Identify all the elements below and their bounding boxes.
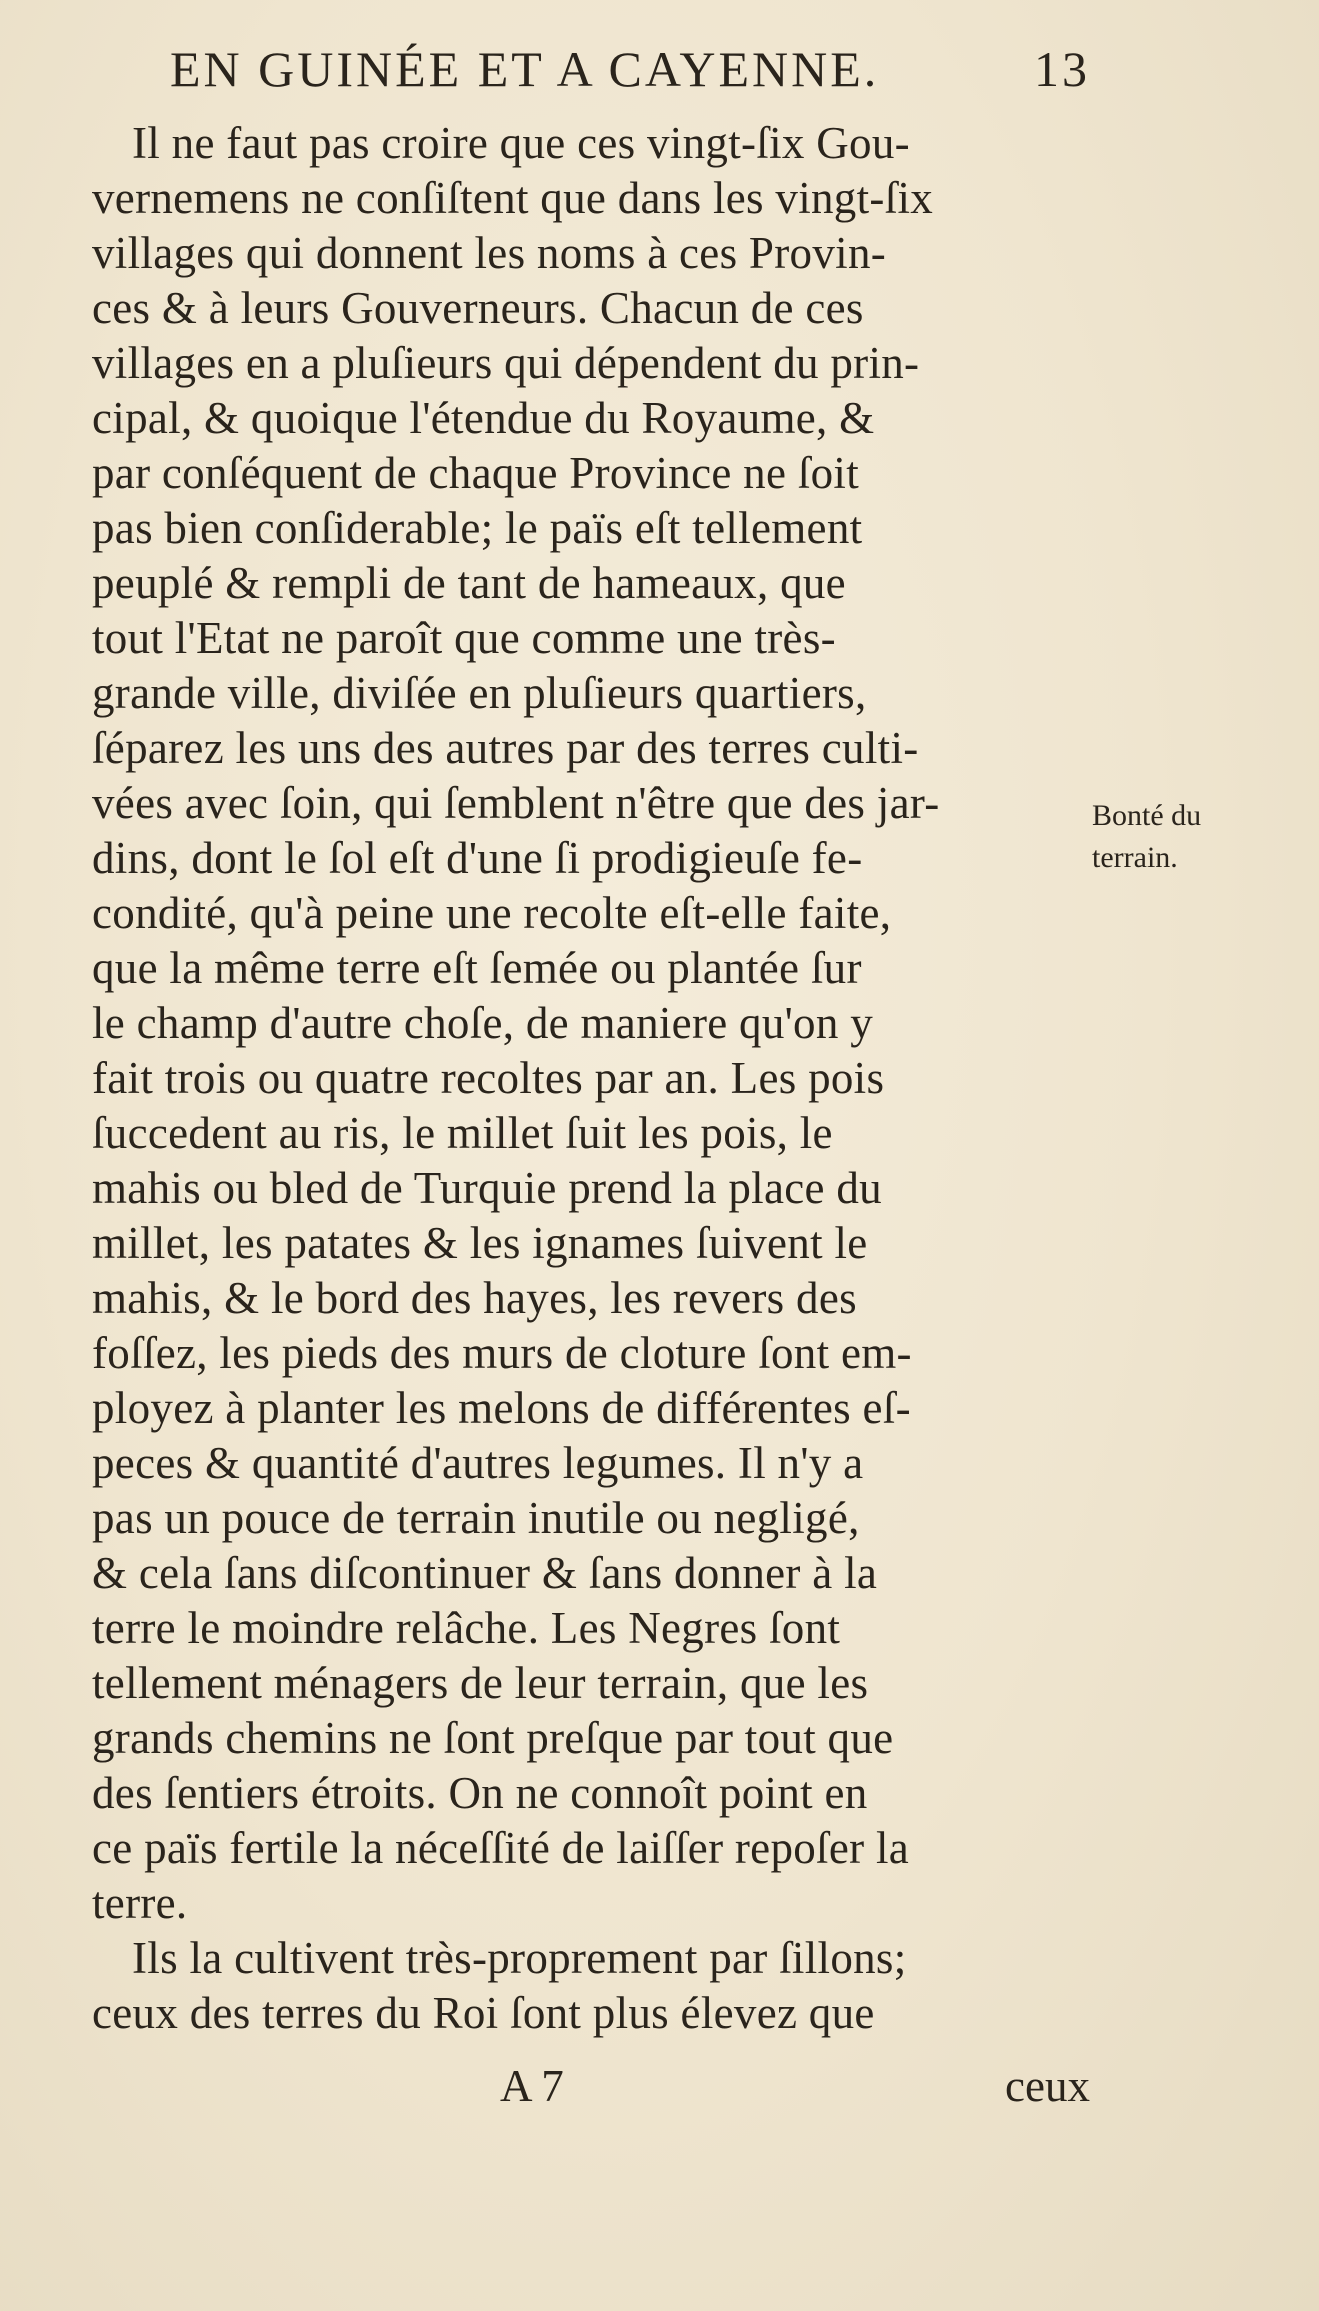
text-line: fait trois ou quatre recoltes par an. Les pois: [92, 1053, 885, 1103]
text-line: grands chemins ne ſont preſque par tout que: [92, 1713, 894, 1763]
text-line: villages en a pluſieurs qui dépendent du prin-: [92, 338, 920, 388]
text-line: peuplé & rempli de tant de hameaux, que: [92, 558, 846, 608]
text-line: pas un pouce de terrain inutile ou negligé,: [92, 1493, 860, 1543]
text-line: condité, qu'à peine une recolte eſt-elle faite,: [92, 888, 892, 938]
text-line: millet, les patates & les ignames ſuivent le: [92, 1218, 868, 1268]
text-line: dins, dont le ſol eſt d'une ſi prodigieuſe fe-: [92, 833, 863, 883]
text-line: mahis, & le bord des hayes, les revers des: [92, 1273, 857, 1323]
text-line: vées avec ſoin, qui ſemblent n'être que des jar-: [92, 778, 940, 828]
text-line: ces & à leurs Gouverneurs. Chacun de ces: [92, 283, 864, 333]
margin-note-line: terrain.: [1092, 841, 1178, 874]
text-line: ceux des terres du Roi ſont plus élevez que: [92, 1988, 875, 2038]
page-footer: [170, 2060, 1090, 2120]
text-line: villages qui donnent les noms à ces Provin-: [92, 228, 887, 278]
text-line: cipal, & quoique l'étendue du Royaume, &: [92, 393, 875, 443]
running-head: [170, 40, 1090, 110]
text-line: Il ne faut pas croire que ces vingt-ſix Gou-: [132, 118, 910, 168]
text-line: ſuccedent au ris, le millet ſuit les pois, le: [92, 1108, 833, 1158]
text-line: mahis ou bled de Turquie prend la place du: [92, 1163, 882, 1213]
text-line: peces & quantité d'autres legumes. Il n'y a: [92, 1438, 864, 1488]
text-line: terre le moindre relâche. Les Negres ſont: [92, 1603, 841, 1653]
text-line: le champ d'autre choſe, de maniere qu'on y: [92, 998, 874, 1048]
catchword: ceux: [1005, 2061, 1090, 2111]
text-line: terre.: [92, 1878, 188, 1928]
signature-mark: A 7: [500, 2061, 564, 2111]
text-line: pas bien conſiderable; le païs eſt tellement: [92, 503, 863, 553]
text-line: tellement ménagers de leur terrain, que les: [92, 1658, 869, 1708]
margin-note-line: Bonté du: [1092, 799, 1202, 832]
running-title: EN GUINÉE ET A CAYENNE.: [170, 41, 880, 97]
text-line: & cela ſans diſcontinuer & ſans donner à la: [92, 1548, 878, 1598]
text-line: par conſéquent de chaque Province ne ſoit: [92, 448, 860, 498]
text-line: des ſentiers étroits. On ne connoît point en: [92, 1768, 868, 1818]
text-line: Ils la cultivent très-proprement par ſillons;: [132, 1933, 907, 1983]
text-line: ployez à planter les melons de différentes eſ-: [92, 1383, 911, 1433]
text-line: tout l'Etat ne paroît que comme une très-: [92, 613, 836, 663]
text-line: que la même terre eſt ſemée ou plantée ſur: [92, 943, 862, 993]
text-line: vernemens ne conſiſtent que dans les vingt-ſix: [92, 173, 934, 223]
page-number: 13: [1034, 41, 1090, 97]
text-line: ſéparez les uns des autres par des terres culti-: [92, 723, 919, 773]
text-line: foſſez, les pieds des murs de cloture ſont em-: [92, 1328, 912, 1378]
body-text: [92, 116, 1092, 2076]
text-line: ce païs fertile la néceſſité de laiſſer repoſer la: [92, 1823, 910, 1873]
text-line: grande ville, diviſée en pluſieurs quartiers,: [92, 668, 867, 718]
